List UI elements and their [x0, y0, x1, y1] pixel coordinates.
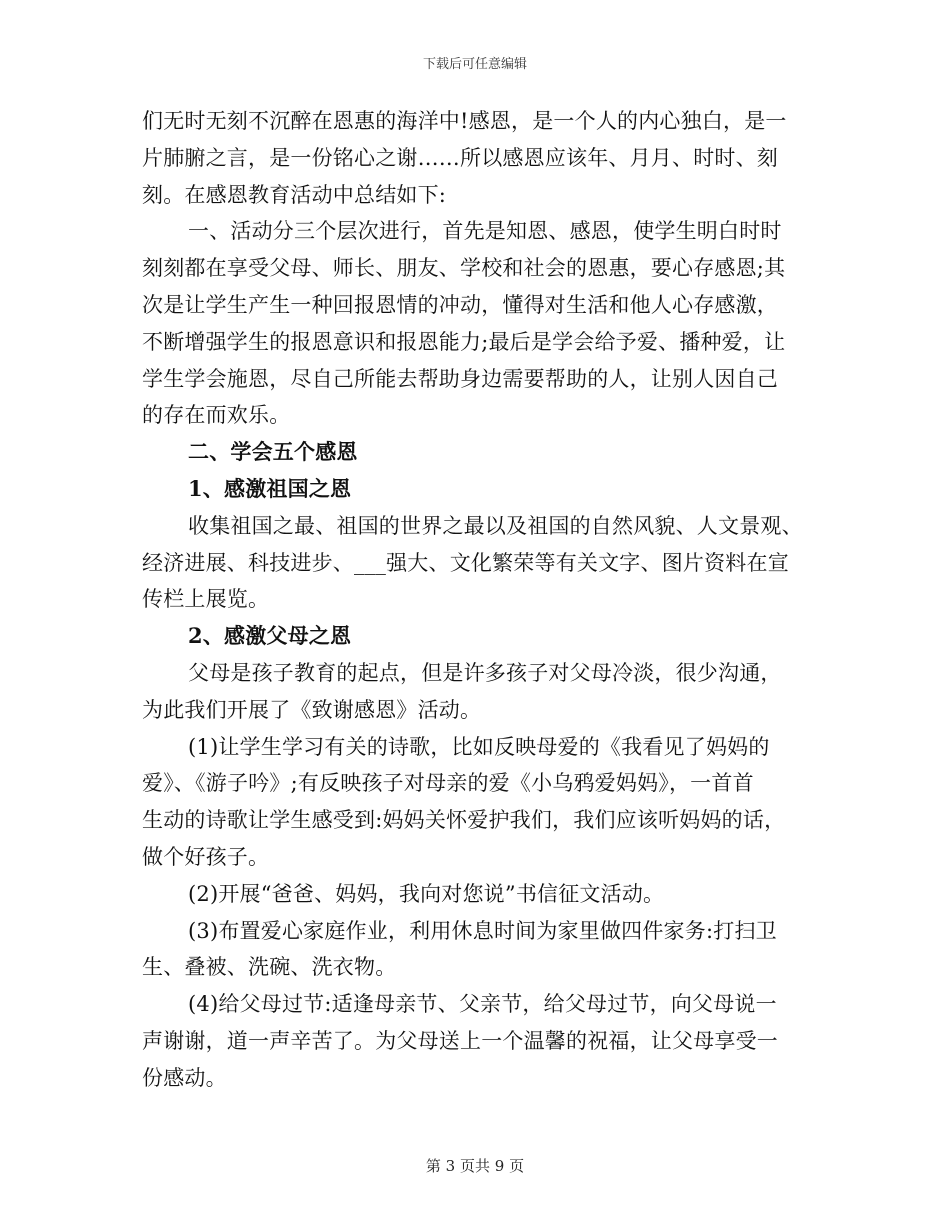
text-line: 收集祖国之最、祖国的世界之最以及祖国的自然风貌、人文景观、 — [188, 513, 803, 538]
section-heading: 二、学会五个感恩 — [188, 439, 358, 465]
text-line: 生、叠被、洗碗、洗衣物。 — [142, 955, 397, 980]
page-header: 下载后可任意编辑 — [422, 57, 527, 72]
text-line: 学生学会施恩，尽自己所能去帮助身边需要帮助的人，让别人因自己 — [142, 366, 778, 391]
text-line: (1)让学生学习有关的诗歌，比如反映母爱的《我看见了妈妈的 — [188, 734, 770, 759]
text-line: 经济进展、科技进步、___强大、文化繁荣等有关文字、图片资料在宣 — [142, 550, 789, 575]
text-line: 声谢谢，道一声辛苦了。为父母送上一个温馨的祝福，让父母享受一 — [142, 1028, 778, 1053]
text-line: 刻刻都在享受父母、师长、朋友、学校和社会的恩惠，要心存感恩;其 — [142, 256, 786, 281]
text-line: 爱》、《游子吟》;有反映孩子对母亲的爱《小乌鸦爱妈妈》，一首首 — [142, 771, 754, 796]
text-line: 次是让学生产生一种回报恩情的冲动，懂得对生活和他人心存感激， — [142, 292, 778, 317]
text-line: 不断增强学生的报恩意识和报恩能力;最后是学会给予爱、播种爱，让 — [142, 329, 786, 354]
text-line: 生动的诗歌让学生感受到:妈妈关怀爱护我们，我们应该听妈妈的话， — [142, 808, 786, 833]
text-line: 父母是孩子教育的起点，但是许多孩子对父母冷淡，很少沟通， — [188, 660, 782, 685]
text-line: 们无时无刻不沉醉在恩惠的海洋中!感恩，是一个人的内心独白，是一 — [142, 109, 787, 133]
text-line: 刻。在感恩教育活动中总结如下: — [142, 182, 447, 207]
section-heading: 1、感激祖国之恩 — [188, 475, 352, 501]
text-line: 片肺腑之言，是一份铭心之谢……所以感恩应该年、月月、时时、刻 — [142, 145, 778, 170]
text-line: 一、活动分三个层次进行，首先是知恩、感恩，使学生明白时时 — [188, 219, 782, 244]
document-body — [142, 103, 812, 1097]
text-line: (2)开展“爸爸、妈妈，我向对您说”书信征文活动。 — [188, 881, 665, 906]
section-heading: 2、感激父母之恩 — [188, 623, 352, 649]
text-line: 传栏上展览。 — [142, 587, 270, 612]
text-line: 的存在而欢乐。 — [142, 403, 291, 428]
text-line: 份感动。 — [142, 1065, 227, 1090]
page-footer: 第 3 页共 9 页 — [425, 1157, 525, 1175]
text-line: (3)布置爱心家庭作业，利用休息时间为家里做四件家务:打扫卫 — [188, 918, 777, 943]
text-line: 做个好孩子。 — [142, 844, 270, 869]
text-line: 为此我们开展了《致谢感恩》活动。 — [142, 697, 482, 722]
text-line: (4)给父母过节:适逢母亲节、父亲节，给父母过节，向父母说一 — [188, 992, 777, 1017]
